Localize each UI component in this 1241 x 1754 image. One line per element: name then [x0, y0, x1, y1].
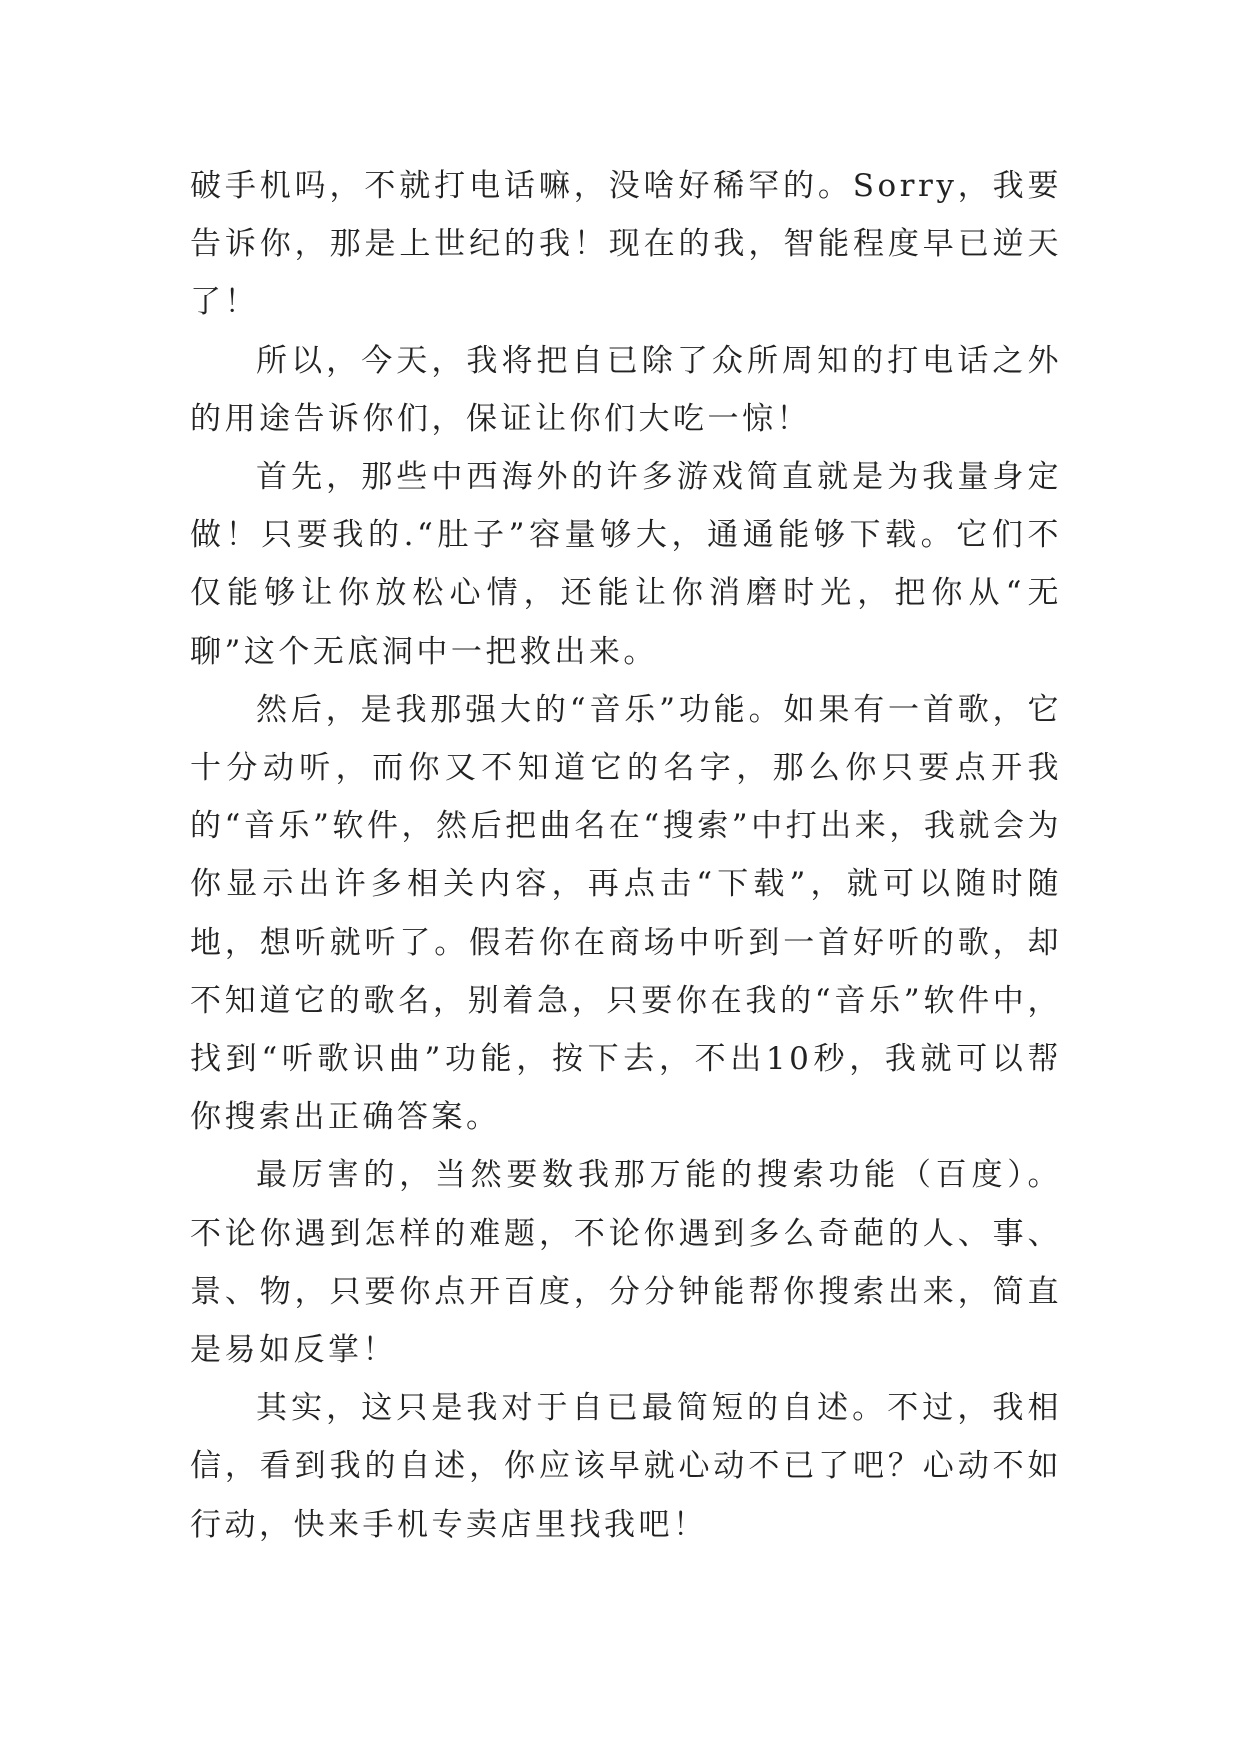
paragraph-1: 破手机吗，不就打电话嘛，没啥好稀罕的。Sorry，我要告诉你，那是上世纪的我！现在的我，智能程度早已逆天了！ [190, 168, 1062, 321]
paragraph-4: 然后，是我那强大的“音乐”功能。如果有一首歌，它十分动听，而你又不知道它的名字，那么你只要点开我的“音乐”软件，然后把曲名在“搜索”中打出来，我就会为你显示出许多相关内容，再点击“下载”，就可以随时随地，想听就听了。假若你在商场中听到一首好听的歌，却不知道它的歌名，别着急，只要你在我的“音乐”软件中，找到“听歌识曲”功能，按下去，不出10秒，我就可以帮你搜索出正确答案。 [190, 691, 1062, 1136]
paragraph-6: 其实，这只是我对于自已最简短的自述。不过，我相信，看到我的自述，你应该早就心动不已了吧？心动不如行动，快来手机专卖店里找我吧！ [190, 1390, 1062, 1543]
paragraph-5: 最厉害的，当然要数我那万能的搜索功能（百度）。不论你遇到怎样的难题，不论你遇到多么奇葩的人、事、景、物，只要你点开百度，分分钟能帮你搜索出来，简直是易如反掌！ [190, 1157, 1062, 1369]
paragraph-3: 首先，那些中西海外的许多游戏简直就是为我量身定做！只要我的.“肚子”容量够大，通通能够下载。它们不仅能够让你放松心情，还能让你消磨时光，把你从“无聊”这个无底洞中一把救出来。 [190, 459, 1062, 670]
document-body [190, 157, 1062, 1554]
paragraph-2: 所以，今天，我将把自已除了众所周知的打电话之外的用途告诉你们，保证让你们大吃一惊！ [190, 342, 1062, 437]
